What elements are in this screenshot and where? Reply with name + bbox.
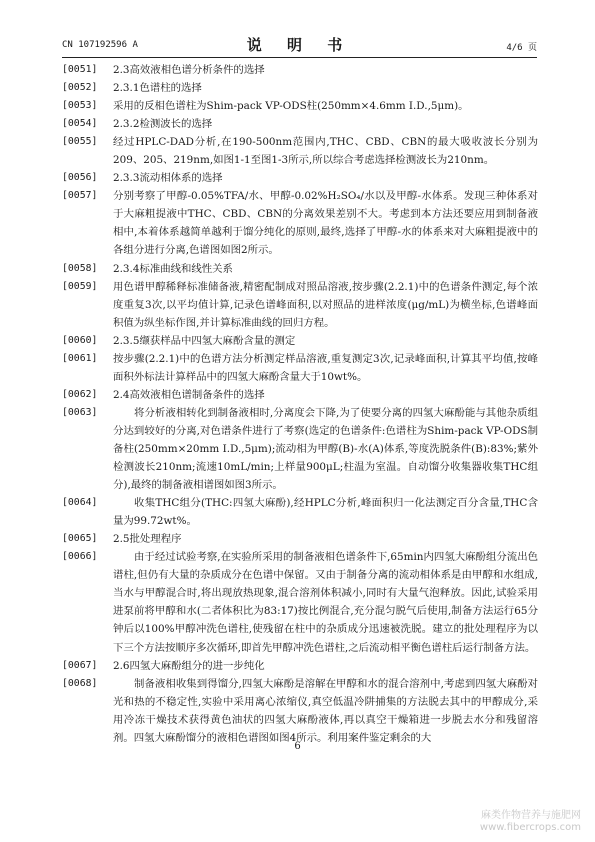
watermark-site-name: 麻类作物营养与施肥网	[481, 810, 581, 821]
paragraph-text: 2.3高效液相色谱分析条件的选择	[113, 64, 265, 76]
paragraph	[62, 404, 538, 494]
paragraph-text: 2.4高效液相色谱制备条件的选择	[113, 388, 265, 401]
paragraph-number: [0055]	[62, 136, 98, 148]
paragraph-number: [0059]	[62, 280, 98, 292]
paragraph	[62, 97, 538, 115]
paragraph	[62, 187, 538, 259]
paragraph	[62, 332, 538, 350]
paragraph	[62, 115, 538, 133]
paragraph	[62, 79, 538, 97]
paragraph-text: 将分析液相转化到制备液相时,分离度会下降,为了使要分离的四氢大麻酚能与其他杂质组分达到较好的分离,对色谱条件进行了考察(选定的色谱条件:色谱柱为Shim-pack VP-ODS制备柱(250mm×20mm I.D.,5μm);流动相为甲醇(B)-水(A)体系,等度洗脱条件(B):83%;紫外检测波长210nm;流速10mL/min;上样量900μL;柱温为室温。自动馏分收集器收集THC组分),最终的制备液相谱图如图3所示。	[113, 406, 538, 492]
paragraph-text: 2.3.5缬获样品中四氢大麻酚含量的测定	[113, 334, 296, 347]
page-indicator: 4/6 页	[506, 43, 537, 53]
paragraph-number: [0067]	[62, 659, 98, 671]
paragraph-text: 分别考察了甲醇-0.05%TFA/水、甲醇-0.02%H₂SO₄/水以及甲醇-水体系。发现三种体系对于大麻粗提液中THC、CBD、CBN的分离效果差别不大。考虑到本方法还要应用到制备液相中,本着体系越简单越利于馏分纯化的原则,最终,选择了甲醇-水的体系来对大麻粗提液中的各组分进行分离,色谱图如图2所示。	[113, 190, 538, 257]
paragraph-number: [0052]	[62, 82, 98, 94]
watermark	[480, 810, 581, 834]
document-title: 说 明 书	[246, 36, 353, 54]
paragraph-number: [0063]	[62, 406, 98, 418]
paragraph-number: [0065]	[62, 533, 98, 545]
paragraph-number: [0061]	[62, 352, 98, 364]
paragraph-text: 收集THC组分(THC:四氢大麻酚),经HPLC分析,峰面积归一化法测定百分含量,THC含量为99.72wt%。	[113, 497, 538, 528]
paragraph	[62, 169, 538, 187]
paragraph-number: [0057]	[62, 190, 98, 202]
paragraph-text: 按步骤(2.2.1)中的色谱方法分析测定样品溶液,重复测定3次,记录峰面积,计算其平均值,按峰面积外标法计算样品中的四氢大麻酚含量大于10wt%。	[113, 352, 538, 383]
paragraph	[62, 61, 538, 79]
paragraph-text: 经过HPLC-DAD分析,在190-500nm范围内,THC、CBD、CBN的最大吸收波长分别为209、205、219nm,如图1-1至图1-3所示,所以综合考虑选择检测波长为210nm。	[113, 136, 538, 167]
paragraph-number: [0053]	[62, 100, 98, 112]
paragraph	[62, 530, 538, 548]
paragraph-number: [0054]	[62, 118, 98, 130]
paragraph-number: [0051]	[62, 64, 98, 75]
document-body	[62, 61, 538, 747]
paragraph	[62, 494, 538, 530]
header-rule	[62, 57, 537, 58]
page-header	[62, 34, 537, 54]
paragraph-text: 2.3.4标准曲线和线性关系	[113, 262, 233, 275]
paragraph-number: [0064]	[62, 497, 98, 509]
paragraph-number: [0068]	[62, 677, 98, 689]
paragraph-text: 2.3.3流动相体系的选择	[113, 172, 223, 185]
paragraph	[62, 260, 538, 278]
paragraph-number: [0056]	[62, 172, 98, 184]
patent-number: CN 107192596 A	[62, 40, 138, 50]
paragraph-number: [0060]	[62, 334, 98, 346]
paragraph-text: 2.6四氢大麻酚组分的进一步纯化	[113, 659, 265, 672]
paragraph	[62, 675, 538, 747]
paragraph-text: 制备液相收集到得馏分,四氢大麻酚是溶解在甲醇和水的混合溶剂中,考虑到四氢大麻酚对光和热的不稳定性,实验中采用离心浓缩仪,真空低温冷阱捕集的方法脱去其中的甲醇成分,采用冷冻干燥技术获得黄色油状的四氢大麻酚液体,再以真空干燥箱进一步脱去水分和残留溶剂。四氢大麻酚馏分的液相色谱图如图4所示。利用案件鉴定剩余的大	[113, 677, 538, 744]
paragraph-text: 2.3.1色谱柱的选择	[113, 82, 202, 95]
watermark-url: www.fibercrops.com	[479, 822, 581, 833]
paragraph	[62, 386, 538, 404]
paragraph-text: 采用的反相色谱柱为Shim-pack VP-ODS柱(250mm×4.6mm I.D.,5μm)。	[113, 100, 469, 113]
paragraph-number: [0066]	[62, 551, 98, 563]
page-number: 6	[294, 741, 301, 752]
paragraph	[62, 657, 538, 675]
paragraph	[62, 278, 538, 332]
paragraph-text: 由于经过试验考察,在实验所采用的制备液相色谱条件下,65min内四氢大麻酚组分流出色谱柱,但仍有大量的杂质成分在色谱中保留。又由于制备分离的流动相体系是由甲醇和水组成,当水与甲醇混合时,将出现放热现象,混合溶剂体积减小,同时有大量气泡释放。因此,试验采用进泵前将甲醇和水(二者体积比为83:17)按比例混合,充分混匀脱气后使用,制备方法运行65分钟后以100%甲醇冲洗色谱柱,使残留在柱中的杂质成分迅速被洗脱。建立的批处理程序为以下三个方法按顺序多次循环,即首先甲醇冲洗色谱柱,之后流动相平衡色谱柱后运行制备方法。	[113, 551, 538, 654]
paragraph-number: [0058]	[62, 262, 98, 274]
paragraph	[62, 350, 538, 386]
paragraph	[62, 548, 538, 656]
paragraph-number: [0062]	[62, 388, 98, 400]
paragraph	[62, 133, 538, 169]
paragraph-text: 2.5批处理程序	[113, 533, 182, 546]
paragraph-text: 用色谱甲醇稀释标准储备液,精密配制成对照品溶液,按步骤(2.2.1)中的色谱条件测定,每个浓度重复3次,以平均值计算,记录色谱峰面积,以对照品的进样浓度(μg/mL)为横坐标,色谱峰面积值为纵坐标作图,并计算标准曲线的回归方程。	[113, 280, 538, 329]
paragraph-text: 2.3.2检测波长的选择	[113, 118, 213, 131]
